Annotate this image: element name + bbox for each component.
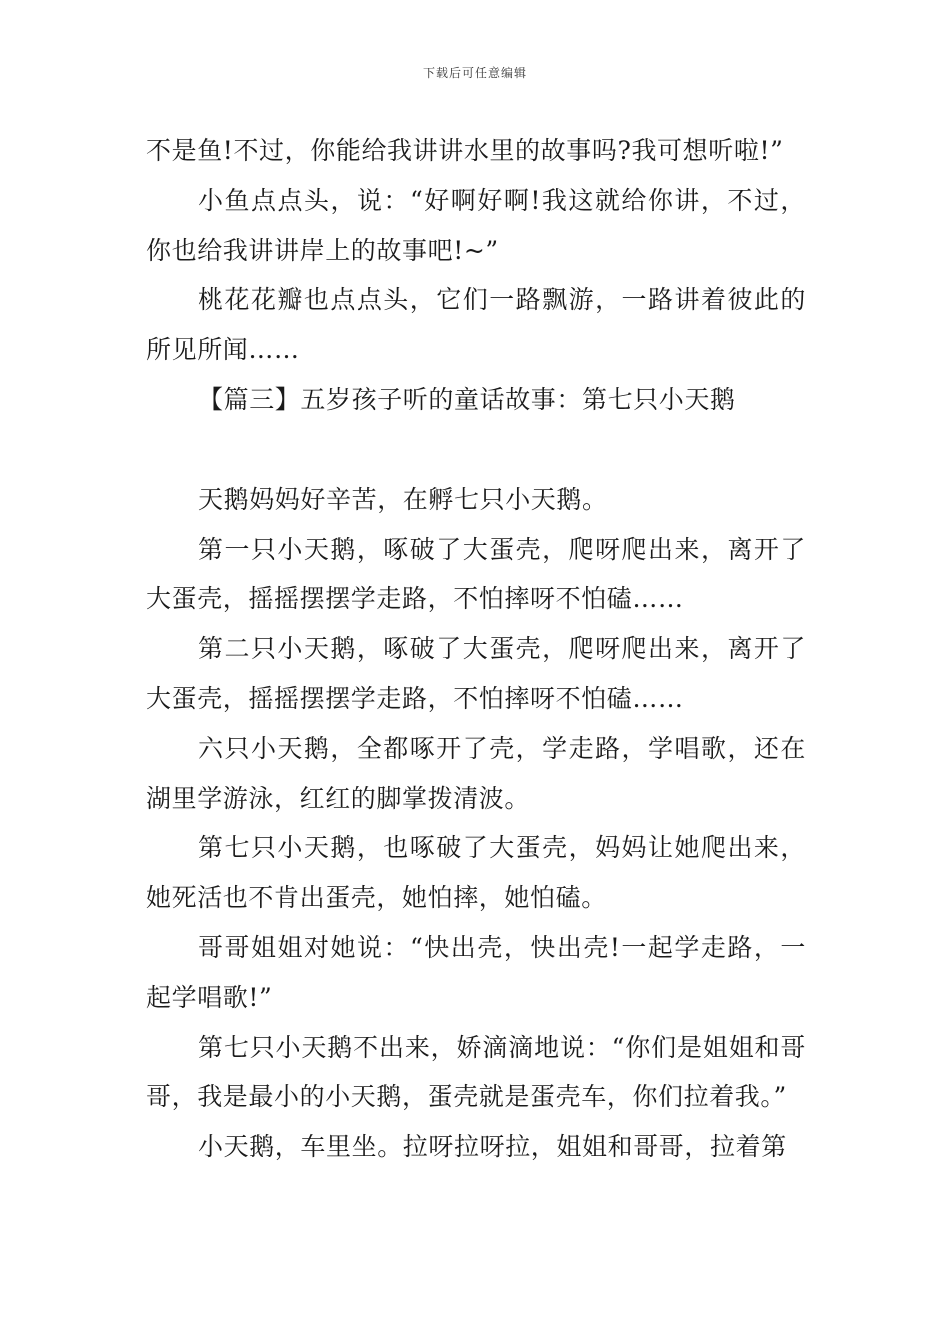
paragraph: 天鹅妈妈好辛苦，在孵七只小天鹅。 [198,484,608,514]
section-spacer [146,425,806,475]
paragraph: 第七只小天鹅不出来，娇滴滴地说：“你们是姐姐和哥哥，我是最小的小天鹅，蛋壳就是蛋壳车，你们拉着我。” [146,1032,806,1112]
paragraph: 第二只小天鹅，啄破了大蛋壳，爬呀爬出来，离开了大蛋壳，摇摇摆摆学走路，不怕摔呀不怕磕…… [146,634,806,713]
paragraph: 第一只小天鹅，啄破了大蛋壳，爬呀爬出来，离开了大蛋壳，摇摇摆摆学走路，不怕摔呀不怕磕…… [146,534,806,614]
paragraph: 六只小天鹅，全都啄开了壳，学走路，学唱歌，还在湖里学游泳，红红的脚掌拨清波。 [146,733,806,813]
paragraph: 第七只小天鹅，也啄破了大蛋壳，妈妈让她爬出来，她死活也不肯出蛋壳，她怕摔，她怕磕。 [146,833,806,913]
paragraph-continuation: 不是鱼!不过，你能给我讲讲水里的故事吗?我可想听啦!” [146,136,784,165]
section-heading: 【篇三】五岁孩子听的童话故事：第七只小天鹅 [198,384,736,414]
paragraph: 哥哥姐姐对她说：“快出壳，快出壳!一起学走路，一起学唱歌!” [146,932,806,1012]
paragraph: 小天鹅，车里坐。拉呀拉呀拉，姐姐和哥哥，拉着第 [198,1132,787,1162]
paragraph: 小鱼点点头，说：“好啊好啊!我这就给你讲，不过，你也给我讲讲岸上的故事吧!~” [146,185,806,265]
page-header: 下载后可任意编辑 [422,66,527,80]
document-body [146,126,806,1172]
paragraph: 桃花花瓣也点点头，它们一路飘游，一路讲着彼此的所见所闻…… [146,285,806,365]
